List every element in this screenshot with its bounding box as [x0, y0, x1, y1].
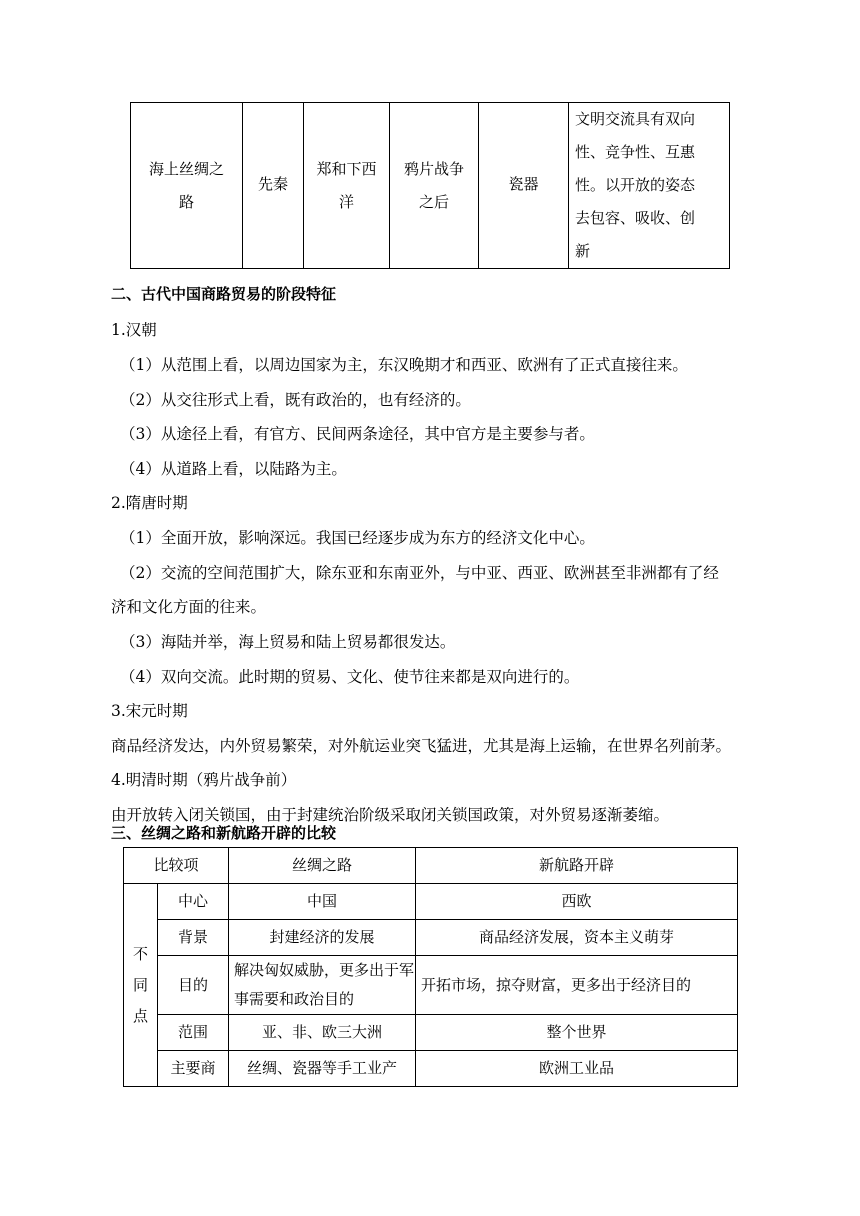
cell-line: 郑和下西 [316, 159, 377, 178]
new-route-cell: 商品经济发展，资本主义萌芽 [416, 920, 738, 956]
cell-line: 先秦 [257, 175, 288, 193]
table-1 [130, 102, 730, 269]
silk-road-cell: 中国 [229, 884, 416, 920]
header-cell: 新航路开辟 [416, 848, 738, 884]
group-label-char: 点 [132, 1006, 148, 1025]
table-cell-peak [304, 103, 390, 269]
group-label-char: 不 [132, 944, 148, 963]
paragraph-line: （1）从范围上看，以周边国家为主，东汉晚期才和西亚、欧洲有了正式直接往来。 [120, 356, 688, 374]
silk-road-cell: 丝绸、瓷器等手工业产 [229, 1051, 416, 1087]
item-cell: 目的 [158, 956, 229, 1015]
silk-road-cell: 亚、非、欧三大洲 [229, 1015, 416, 1051]
paragraph-line: （2）交流的空间范围扩大，除东亚和东南亚外，与中亚、西亚、欧洲甚至非洲都有了经 [120, 564, 719, 582]
new-route-cell: 西欧 [416, 884, 738, 920]
table-row [124, 1051, 738, 1087]
paragraph-line: （3）从途径上看，有官方、民间两条途径，其中官方是主要参与者。 [120, 425, 595, 443]
paragraph-line: （1）全面开放，影响深远。我国已经逐步成为东方的经济文化中心。 [120, 529, 595, 547]
new-route-cell: 开拓市场，掠夺财富，更多出于经济目的 [416, 956, 738, 1015]
subheading: 4.明清时期（鸦片战争前） [111, 771, 297, 789]
group-label-char: 同 [132, 975, 148, 994]
table-cell-decline [390, 103, 479, 269]
table-cell-goods [479, 103, 569, 269]
item-cell: 背景 [158, 920, 229, 956]
cell-line: 文明交流具有双向 [575, 110, 696, 128]
group-label-cell [124, 884, 158, 1087]
table-row [131, 103, 730, 269]
table-cell-start [243, 103, 304, 269]
paragraph-line: （2）从交往形式上看，既有政治的，也有经济的。 [120, 391, 471, 409]
header-cell: 丝绸之路 [229, 848, 416, 884]
comparison-table [123, 847, 738, 1087]
cell-line: 瓷器 [508, 175, 539, 193]
table-row [124, 1015, 738, 1051]
item-cell: 范围 [158, 1015, 229, 1051]
new-route-cell: 欧洲工业品 [416, 1051, 738, 1087]
section-heading: 二、古代中国商路贸易的阶段特征 [111, 285, 337, 303]
cell-line: 新 [575, 242, 591, 260]
silk-road-cell: 解决匈奴威胁，更多出于军事需要和政治目的 [229, 956, 416, 1015]
cell-line: 海上丝绸之 [148, 159, 224, 178]
table-cell-route [131, 103, 243, 269]
item-cell: 主要商 [158, 1051, 229, 1087]
cell-line: 洋 [338, 192, 354, 211]
paragraph-line: 济和文化方面的往来。 [111, 598, 267, 616]
header-cell: 比较项 [124, 848, 229, 884]
section-heading: 三、丝绸之路和新航路开辟的比较 [111, 824, 337, 842]
cell-line: 之后 [418, 192, 449, 211]
paragraph-line: （4）从道路上看，以陆路为主。 [120, 460, 347, 478]
item-cell: 中心 [158, 884, 229, 920]
silk-road-cell: 封建经济的发展 [229, 920, 416, 956]
cell-line: 性。以开放的姿态 [575, 176, 696, 194]
table-cell-feature [569, 103, 730, 269]
new-route-cell: 整个世界 [416, 1015, 738, 1051]
subheading: 2.隋唐时期 [111, 494, 188, 512]
paragraph-line: 商品经济发达，内外贸易繁荣，对外航运业突飞猛进，尤其是海上运输，在世界名列前茅。 [111, 737, 732, 755]
cell-line: 路 [178, 192, 194, 211]
subheading: 3.宋元时期 [111, 702, 188, 720]
subheading: 1.汉朝 [111, 321, 157, 339]
table-row [124, 956, 738, 1015]
paragraph-line: （3）海陆并举，海上贸易和陆上贸易都很发达。 [120, 633, 456, 651]
cell-line: 去包容、吸收、创 [575, 209, 696, 227]
table-header-row [124, 848, 738, 884]
cell-line: 性、竞争性、互惠 [575, 143, 696, 161]
table-row [124, 920, 738, 956]
paragraph-line: （4）双向交流。此时期的贸易、文化、使节往来都是双向进行的。 [120, 668, 580, 686]
cell-line: 鸦片战争 [403, 159, 464, 178]
table-row [124, 884, 738, 920]
paragraph-line: 由开放转入闭关锁国，由于封建统治阶级采取闭关锁国政策，对外贸易逐渐萎缩。 [111, 806, 670, 824]
